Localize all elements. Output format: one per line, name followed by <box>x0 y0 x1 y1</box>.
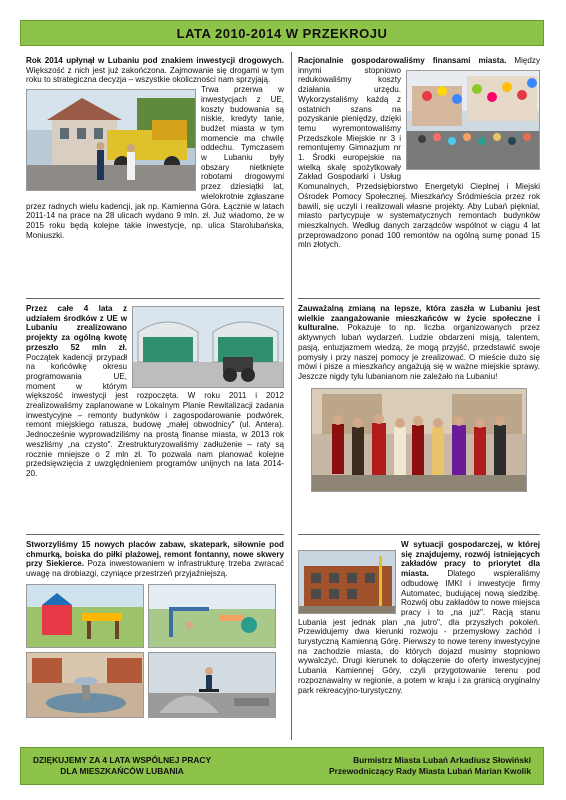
section-eu-funds <box>26 304 284 530</box>
section-roads <box>26 56 284 294</box>
section-economy <box>298 540 540 740</box>
section-lead: Stworzyliśmy 15 nowych placów zabaw, skatepark, siłownie pod chmurką, boiska do piłki plażowej, remont fontanny, nowe skwery przy Siekierce. <box>26 540 284 569</box>
outdoor-gym-photo <box>148 584 276 648</box>
eu-investment-photo <box>132 306 284 388</box>
section-text: Pokazuje to np. liczba organizowanych przez aktywnych lubań wydarzeń. Ludzie obdarzeni misją, talentem, pasją, entuzjazmem wiedzą, że mogą przyjść, przedstawić swoje pomysły i przy naszej pomocy je zrealizować. O mieście dużo się mówi i pisze a mieszkańcy angażują się w ważne miejskie sprawy. Jeszcze nigdy tylu lubanianom nie zależało na Lubaniu! <box>298 323 540 381</box>
footer-thanks-line1: DZIĘKUJEMY ZA 4 LATA WSPÓLNEJ PRACY <box>33 755 212 765</box>
section-lead: Zauważalną zmianą na lepsze, która zaszła w Lubaniu jest wielkie zaangażowanie mieszkańców w życie społeczne i kulturalne. <box>298 304 540 333</box>
section-text: Dlatego wspieraliśmy odbudowę IMKI i inwestycje firmy Automatec, budującej nową siedzibę. Rozwój obu zakładów to nowe miejsca pracy i to „na już". Racją stanu Lubania jest jednak plan „na jutro", dla przyszłych pokoleń. Przewidujemy dwa kierunki rozwoju - przemysłowy zachód i turystyczną Kamienną Górę. Pierwszy to nowe tereny inwestycyjne na zachodzie miasta, do których dojazd musimy stopniowo wywalczyć. Drugi kierunek to dołączenie do oferty inwestycyjnej Lubania Kamiennej Góry, czyli przygotowanie terenu pod rozpoznawalny w regionie, a potem w kraju i za granicą oryginalny park rekreacyjno-turystyczny. <box>298 569 540 695</box>
festival-balloons-photo <box>406 70 540 170</box>
section-community <box>298 304 540 530</box>
footer-thanks-line2: DLA MIESZKAŃCÓW LUBANIA <box>60 766 184 776</box>
footer-thanks <box>33 755 211 777</box>
footer-signature-council: Przewodniczący Rady Miasta Lubań Marian Kwolik <box>329 766 531 776</box>
section-text: Trwa przerwa w inwestycjach z UE, koszty budowania są niskie, kredyty tanie, budżet miasta w tym momencie ma chwilę oddechu. Tymczasem w Lubaniu były obszary nietknięte robotami drogowymi przez dziesiątki lat, wielokrotnie zgłaszane przez radnych wielu kadencji, jak np. Kamienna Góra. Łącznie w latach 2011-14 na prace na 28 ulicach wydano 9 mln. zł. Już wiadomo, że w 2015 roku będą kolejne takie inwestycje, np. ulica Starolubańska, Moniuszki. <box>26 85 284 240</box>
section-text: Między innymi stopniowo redukowaliśmy koszty działania urzędu. Wykorzystaliśmy każdą z ostatnich szans na pozyskanie pieniędzy, dzięki temu wyremontowaliśmy Przedszkole Miejskie nr 3 i remontujemy Gimnazjum nr 1. Środki europejskie na wielką skalę spożytkowały Zakład Gospodarki i Usług Komunalnych, Przedsiębiorstwo Energetyki Cieplnej i Miejski Ośrodek Pomocy Społecznej. Mieszkańcy Śródmieścia przez rok bawili, się uczyli i realizowali własne projekty. Aby Lubań pięknial, miasto partycypuje w systematycznych remontach budynków mieszkalnych. Według danych zarządców wspólnot w ciągu 4 lat przeprowadzono ponad 100 remontów na ogólną sumę ponad 15 mln złotych. <box>298 56 540 250</box>
photo-collage <box>26 584 284 718</box>
section-lead: W sytuacji gospodarczej, w której się znajdujemy, rozwój istniejących zakładów pracy to priorytet dla miasta. <box>401 540 540 579</box>
section-lead: Racjonalnie gospodarowaliśmy finansami miasta. <box>298 56 507 65</box>
factory-construction-photo <box>298 550 396 614</box>
historical-costume-photo <box>311 388 527 492</box>
footer-signatures <box>329 755 531 777</box>
road-construction-photo <box>26 89 196 191</box>
section-lead: Rok 2014 upłynął w Lubaniu pod znakiem inwestycji drogowych. <box>26 56 284 65</box>
section-divider <box>298 534 540 535</box>
section-finances <box>298 56 540 294</box>
skatepark-photo <box>148 652 276 718</box>
fountain-photo <box>26 652 144 718</box>
section-text: Początek kadencji przypadł na końcówkę okresu programowania UE, moment w którym większość inwestycji jest rozpoczęta. W roku 2011 i 2012 zrealizowaliśmy zaplanowane w Lokalnym Planie Rewitalizacji zadania inwestycyjne – remonty budynków i zagospodarowanie podwórek, remont miejskiego ratusza, budowę „małej obwodnicy" (ul. Antera). Jednocześnie wyprowadziliśmy na prostą finanse miasta, w 2013 rok weszliśmy „na czysto". Zrestrukturyzowaliśmy zadłużenie – raty są rocznie mniejsze o 2 mln zł. To pozwala nam planować kolejne przedsięwzięcia z uwzględnieniem programów unijnych na lata 2014-20. <box>26 352 284 478</box>
page-title: LATA 2010-2014 W PRZEKROJU <box>20 20 544 46</box>
footer-signature-mayor: Burmistrz Miasta Lubań Arkadiusz Słowiński <box>353 755 531 765</box>
section-playgrounds <box>26 540 284 740</box>
section-lead: Przez całe 4 lata z udziałem środków z UE w Lubaniu zrealizowano projekty za ogólną kwotę przeszło 52 mln zł. <box>26 304 127 352</box>
playground-photo <box>26 584 144 648</box>
section-divider <box>26 534 284 535</box>
column-divider <box>291 52 292 740</box>
section-text: Większość z nich jest już zakończona. Zajmowanie się drogami w tym roku to strategiczna decyzja – wszystkie okoliczności nam sprzyjają. <box>26 65 284 85</box>
section-text: Poza inwestowaniem w infrastrukturę trzeba zwracać uwagę na drobiazgi, czyniące przestrzeń przyjaźniejszą. <box>26 559 284 579</box>
footer-banner <box>20 747 544 785</box>
section-divider <box>26 298 284 299</box>
section-divider <box>298 298 540 299</box>
